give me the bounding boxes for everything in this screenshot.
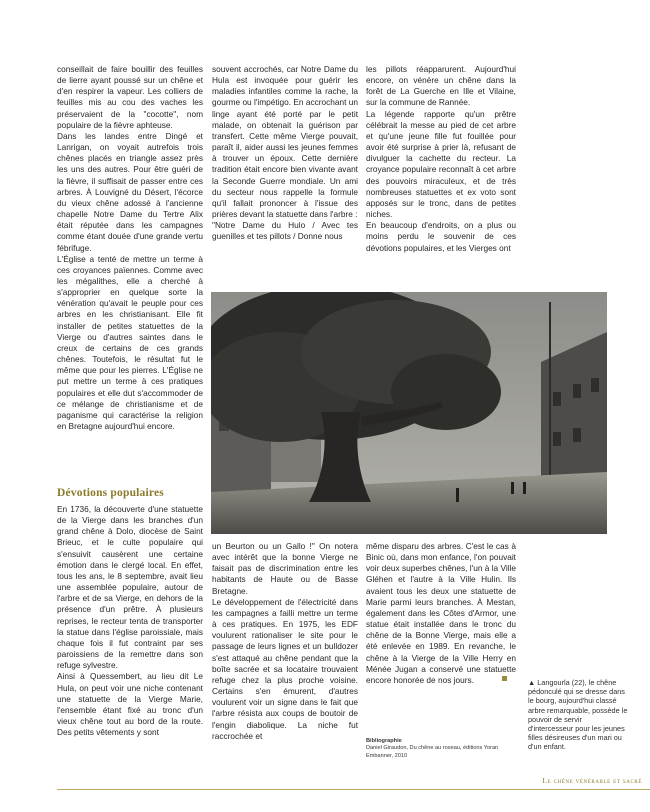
paragraph: un Beurton ou un Gallo !" On notera avec intérêt que la bonne Vierge ne faisait pas de discrimination entre les habitants de Haute ou de Basse Bretagne. xyxy=(212,541,358,596)
text-column-1-lower xyxy=(57,504,203,776)
caption-text: Langourla (22), le chêne pédonculé qui se dresse dans le bourg, aujourd'hui classé arbre remarquable, possède le pouvoir de servir d'intercesseur pour les jeunes filles désireuses d'un mari ou d'un enfant. xyxy=(528,678,628,752)
bibliography-title: Bibliographie xyxy=(366,738,402,744)
paragraph: "Notre Dame du Hulo / Avec tes guenilles et tes pillots / Donne nous xyxy=(212,220,358,242)
paragraph: même disparu des arbres. C'est le cas à Binic où, dans mon enfance, l'on pouvait voir deux superbes chênes, l'un à la Ville Gléhen et l'autre à la Ville Hulin. Ils avaient tous les deux une statuette de Marie parmi leurs branches. À Mestan, également dans les Côtes d'Armor, une statue était installée dans le tronc du chêne de la Bonne Vierge, mais elle a été enlevée en 1989. En revanche, le chêne à la Vierge de la Ville Herry en Ménée Jugan a conservé une statuette encore honorée de nos jours. xyxy=(366,541,516,685)
paragraph: souvent accrochés, car Notre Dame du Hula est invoquée pour guérir les maladies infantiles comme la rache, la gourme ou l'impétigo. En accrochant un linge ayant été porté par le petit malade, on obtenait la guérison par transfert. Cette même Vierge pouvait, paraît il, aider aussi les jeunes femmes à trouver un époux. Cette dernière tradition était encore bien vivante avant la Seconde Guerre mondiale. Un ami du secteur nous rappelle la formule qu'il fallait prononcer à l'issue des prières devant la statuette dans l'arbre : xyxy=(212,64,358,220)
running-footer-title: Le chêne vénérable et sacré xyxy=(542,777,642,785)
paragraph: Ainsi à Quessembert, au lieu dit Le Hula, on peut voir une niche contenant une statuette de la Vierge Marie, l'ensemble étant fixé au tronc d'un vieux chêne tout au bord de la route. Des petits vêtements y sont xyxy=(57,671,203,738)
oak-tree-photo-illustration xyxy=(211,292,607,534)
text-column-2 xyxy=(212,64,358,278)
photo-caption xyxy=(528,678,628,752)
paragraph: En beaucoup d'endroits, on a plus ou moins perdu le souvenir de ces dévotions populaires, et les Vierges ont xyxy=(366,220,516,253)
paragraph: Dans les landes entre Dingé et Lanrigan, on voyait autrefois trois chênes placés en triangle assez près les uns des autres. Pour être guéri de la fièvre, il suffisait de passer entre ces arbres. À Louvigné du Désert, l'écorce du vieux chêne adossé à l'ancienne chapelle Notre Dame du Tertre Alix était réputée dans les campagnes comme étant douée d'une grande vertu fébrifuge. xyxy=(57,130,203,253)
text-column-1 xyxy=(57,64,203,484)
text-column-2-lower xyxy=(212,541,358,776)
oak-tree-photograph xyxy=(211,292,607,534)
text-column-3 xyxy=(366,64,516,278)
text-column-3-lower xyxy=(366,541,516,691)
footer-rule xyxy=(57,789,650,790)
end-of-article-square-icon xyxy=(502,676,507,681)
paragraph: En 1736, la découverte d'une statuette de la Vierge dans les branches d'un grand chêne à Dolo, diocèse de Saint Brieuc, et le culte populaire qui s'ensuivit causèrent une certaine émotion dans le clergé local. En effet, tous les ans, le 8 septembre, avait lieu une assemblée populaire, autour de l'arbre et de sa Vierge, en dehors de la présence d'un prêtre. À plusieurs reprises, le recteur tenta de transporter la statue dans l'église paroissiale, mais chaque fois il fut contraint par ses paroissiens de la remettre dans son refuge sylvestre. xyxy=(57,504,203,671)
bibliography xyxy=(366,738,516,760)
paragraph: La légende rapporte qu'un prêtre célébrait la messe au pied de cet arbre et qu'une jeune fille fut fouillée pour avoir été surprise à prier là, refusant de divulguer la cachette du recteur. La croyance populaire reconnaît à cet arbre des pouvoirs miraculeux, et de très nombreuses statuettes et ex voto sont apposés sur le tronc, dans de petites niches. xyxy=(366,108,516,220)
section-heading: Dévotions populaires xyxy=(57,487,164,499)
paragraph: L'Église a tenté de mettre un terme à ces croyances païennes. Comme avec les mégalithes, elle a cherché à s'approprier en quelque sorte la vénération qu'avait le peuple pour ces arbres en les christianisant. Elle fit installer de petites statuettes de la Vierge ou d'autres saintes dans le creux de certains de ces grands chênes. Toutefois, le résultat fut le même que pour les pierres. L'Église ne put mettre un terme à ces pratiques populaires et elle dut s'accommoder de ce mélange de christianisme et de paganisme qui caractérise la religion en Bretagne aujourd'hui encore. xyxy=(57,253,203,431)
paragraph: Le développement de l'électricité dans les campagnes a failli mettre un terme à ces pratiques. En 1975, les EDF voulurent rationaliser le site pour le passage de leurs lignes et un bulldozer s'est attaqué au chêne pendant que la boîte sacrée et sa locataire trouvaient refuge chez la plus proche voisine. Certains s'en émurent, d'autres voulurent voir un signe dans le fait que l'arbre résista aux coups de boutoir de l'engin diabolique. La niche fut raccrochée et xyxy=(212,596,358,741)
caption-arrow-icon: ▲ xyxy=(528,678,536,687)
paragraph: les pillots réapparurent. Aujourd'hui encore, on vénère un chêne dans la forêt de La Guerche en Ille et Vilaine, sur la commune de Rannée. xyxy=(366,64,516,108)
bibliography-text: Daniel Giraudon, Du chêne au roseau, éditions Yoran Embanner, 2010 xyxy=(366,745,499,759)
paragraph: conseillait de faire bouillir des feuilles de lierre ayant poussé sur un chêne et d'en respirer la vapeur. Les colliers de feuilles mis au cou des vaches les préservaient de la "cocotte", nom populaire de la fièvre aphteuse. xyxy=(57,64,203,130)
